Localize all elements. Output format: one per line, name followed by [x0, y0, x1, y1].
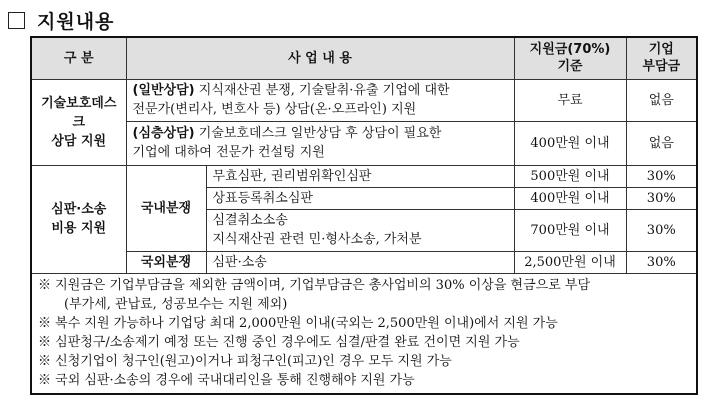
support-content-table — [30, 36, 698, 395]
litigation-item-text: 상표등록취소심판 — [206, 187, 514, 209]
note-line: ※ 지원금은 기업부담금을 제외한 금액이며, 기업부담금은 총사업비의 30% 이상을 현금으로 부담 — [38, 277, 590, 293]
header-company-burden: 기업 부담금 — [626, 37, 697, 79]
notes-row — [31, 273, 697, 394]
litigation-item-text: 심판·소송 — [206, 251, 514, 273]
foreign-dispute-label: 국외분쟁 — [126, 251, 206, 273]
deep-consult-burden: 없음 — [626, 121, 697, 165]
header-support-amount: 지원금(70%) 기준 — [514, 37, 626, 79]
deep-consult-amount: 400만원 이내 — [514, 121, 626, 165]
general-consult-burden: 없음 — [626, 79, 697, 121]
category-litigation: 심판·소송 비용 지원 — [31, 165, 126, 273]
litigation-item-burden: 30% — [626, 209, 697, 251]
section-title — [8, 5, 114, 35]
checkbox-square-icon — [8, 12, 25, 29]
domestic-dispute-label: 국내분쟁 — [126, 165, 206, 251]
table-row — [31, 251, 697, 273]
litigation-item-text: 무효심판, 권리범위확인심판 — [206, 165, 514, 187]
general-consult-desc: (일반상담) 지식재산권 분쟁, 기술탈취·유출 기업에 대한 전문가(변리사, 변호사 등) 상담(온·오프라인) 지원 — [126, 79, 514, 121]
note-line: ※ 신청기업이 청구인(원고)이거나 피청구인(피고)인 경우 모두 지원 가능 — [38, 353, 452, 369]
note-line: ※ 국외 심판·소송의 경우에 국내대리인을 통해 진행해야 지원 가능 — [38, 372, 415, 388]
litigation-item-burden: 30% — [626, 165, 697, 187]
litigation-item-amount: 700만원 이내 — [514, 209, 626, 251]
general-consult-amount: 무료 — [514, 79, 626, 121]
note-line: ※ 심판청구/소송제기 예정 또는 진행 중인 경우에도 심결/판결 완료 건이면 지원 가능 — [38, 334, 520, 350]
litigation-item-burden: 30% — [626, 187, 697, 209]
note-line: (부가세, 관납료, 성공보수는 지원 제외) — [64, 296, 288, 312]
litigation-item-text: 심결취소소송 지식재산권 관련 민·형사소송, 가처분 — [206, 209, 514, 251]
table-row — [31, 121, 697, 165]
litigation-item-amount: 2,500만원 이내 — [514, 251, 626, 273]
litigation-item-amount: 500만원 이내 — [514, 165, 626, 187]
header-category: 구 분 — [31, 37, 126, 79]
litigation-item-amount: 400만원 이내 — [514, 187, 626, 209]
table-row — [31, 79, 697, 121]
notes-cell — [31, 273, 697, 394]
category-consult: 기술보호데스크 상담 지원 — [31, 79, 126, 165]
note-line: ※ 복수 지원 가능하나 기업당 최대 2,000만원 이내(국외는 2,500만원 이내)에서 지원 가능 — [38, 315, 558, 331]
section-title-text: 지원내용 — [37, 10, 115, 33]
litigation-item-burden: 30% — [626, 251, 697, 273]
table-row — [31, 165, 697, 187]
header-content: 사 업 내 용 — [126, 37, 514, 79]
table-header-row — [31, 37, 697, 79]
deep-consult-desc: (심층상담) 기술보호데스크 일반상담 후 상담이 필요한 기업에 대하여 전문가 컨설팅 지원 — [126, 121, 514, 165]
